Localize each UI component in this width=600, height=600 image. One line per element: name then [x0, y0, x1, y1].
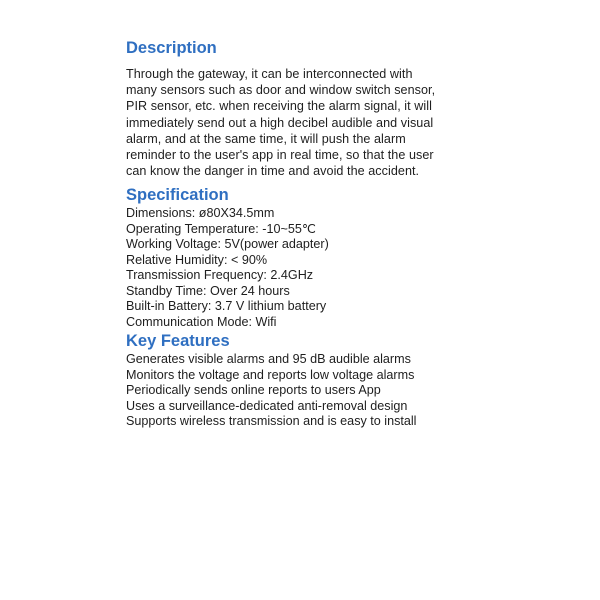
- spec-transmission-frequency: Transmission Frequency: 2.4GHz: [126, 268, 314, 283]
- description-line: can know the danger in time and avoid the accident.: [126, 164, 420, 179]
- description-line: immediately send out a high decibel audible and visual: [126, 115, 434, 130]
- spec-relative-humidity: Relative Humidity: < 90%: [126, 252, 268, 267]
- description-line: many sensors such as door and window switch sensor,: [126, 83, 436, 98]
- spec-working-voltage: Working Voltage: 5V(power adapter): [126, 237, 329, 252]
- spec-communication-mode: Communication Mode: Wifi: [126, 314, 277, 329]
- spec-built-in-battery: Built-in Battery: 3.7 V lithium battery: [126, 299, 327, 314]
- spec-operating-temperature: Operating Temperature: -10~55℃: [126, 221, 316, 236]
- description-line: PIR sensor, etc. when receiving the alarm signal, it will: [126, 99, 432, 114]
- feature-item: Supports wireless transmission and is easy to install: [126, 414, 417, 429]
- spec-dimensions: Dimensions: ø80X34.5mm: [126, 206, 275, 221]
- feature-item: Monitors the voltage and reports low voltage alarms: [126, 367, 415, 382]
- key-features-heading: Key Features: [126, 332, 230, 351]
- specification-list: [126, 206, 476, 330]
- description-text: [126, 66, 476, 179]
- description-line: Through the gateway, it can be interconnected with: [126, 67, 413, 81]
- feature-item: Periodically sends online reports to users App: [126, 383, 381, 398]
- product-info: [126, 38, 476, 430]
- description-line: alarm, and at the same time, it will push the alarm: [126, 131, 406, 146]
- description-line: reminder to the user's app in real time, so that the user: [126, 148, 434, 163]
- feature-item: Uses a surveillance-dedicated anti-removal design: [126, 398, 408, 413]
- spec-standby-time: Standby Time: Over 24 hours: [126, 283, 290, 298]
- description-heading: Description: [126, 39, 217, 57]
- key-features-list: [126, 352, 476, 430]
- specification-heading: Specification: [126, 186, 229, 205]
- feature-item: Generates visible alarms and 95 dB audible alarms: [126, 352, 411, 367]
